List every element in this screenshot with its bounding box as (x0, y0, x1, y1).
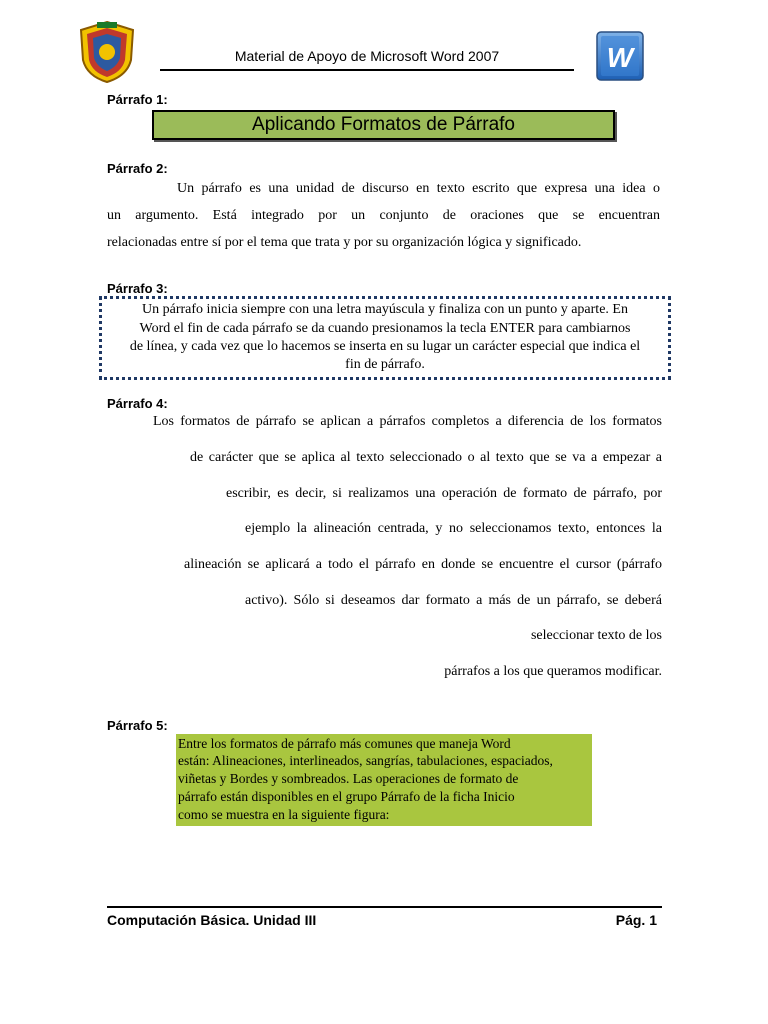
paragraph-4-line: activo). Sólo si deseamos dar formato a más de un párrafo, se deberá (245, 593, 662, 608)
paragraph-4-label: Párrafo 4: (107, 396, 168, 411)
paragraph-2-line: un argumento. Está integrado por un conjunto de oraciones que se encuentran (107, 208, 660, 223)
paragraph-4-line: Los formatos de párrafo se aplican a párrafos completos a diferencia de los formatos (153, 414, 662, 429)
paragraph-5-line: viñetas y Bordes y sombreados. Las operaciones de formato de (178, 771, 519, 786)
footer-course-name: Computación Básica. Unidad III (107, 912, 317, 928)
paragraph-3-label: Párrafo 3: (107, 281, 168, 296)
paragraph-5-line: párrafo están disponibles en el grupo Párrafo de la ficha Inicio (178, 789, 515, 804)
paragraph-2-line: relacionadas entre sí por el tema que trata y por su organización lógica y significado. (107, 235, 582, 250)
university-crest-icon (77, 20, 137, 84)
header-title: Material de Apoyo de Microsoft Word 2007 (234, 48, 500, 64)
paragraph-3-line: fin de párrafo. (345, 357, 425, 372)
header-rule (160, 69, 574, 71)
paragraph-5-label: Párrafo 5: (107, 718, 168, 733)
paragraph-2-line: Un párrafo es una unidad de discurso en texto escrito que expresa una idea o (177, 181, 660, 196)
paragraph-4-line: de carácter que se aplica al texto seleccionado o al texto que se va a empezar a (190, 450, 662, 465)
paragraph-3-line: de línea, y cada vez que lo hacemos se inserta en su lugar un carácter especial que indica el (129, 339, 641, 354)
paragraph-2-label: Párrafo 2: (107, 161, 168, 176)
title-box (152, 110, 615, 140)
paragraph-4-line: párrafos a los que queramos modificar. (444, 664, 662, 679)
paragraph-4-line: alineación se aplicará a todo el párrafo en donde se encuentre el cursor (párrafo (184, 557, 662, 572)
paragraph-4-line: seleccionar texto de los (530, 628, 662, 643)
paragraph-3-line: Word el fin de cada párrafo se da cuando presionamos la tecla ENTER para cambiarnos (139, 321, 631, 336)
paragraph-5-line: como se muestra en la siguiente figura: (178, 807, 390, 822)
document-title: Aplicando Formatos de Párrafo (252, 114, 515, 135)
paragraph-4-line: ejemplo la alineación centrada, y no seleccionamos texto, entonces la (245, 521, 662, 536)
microsoft-word-icon (596, 31, 644, 81)
paragraph-4-line: escribir, es decir, si realizamos una operación de formato de párrafo, por (226, 486, 662, 501)
paragraph-5-line: están: Alineaciones, interlineados, sangrías, tabulaciones, espaciados, (178, 753, 553, 768)
svg-text:W: W (606, 42, 634, 73)
paragraph-3-line: Un párrafo inicia siempre con una letra mayúscula y finaliza con un punto y aparte. En (142, 302, 628, 317)
page-number: Pág. 1 (615, 912, 657, 928)
paragraph-5-line: Entre los formatos de párrafo más comunes que maneja Word (178, 736, 511, 751)
footer-rule (107, 906, 662, 908)
paragraph-1-label: Párrafo 1: (107, 92, 168, 107)
